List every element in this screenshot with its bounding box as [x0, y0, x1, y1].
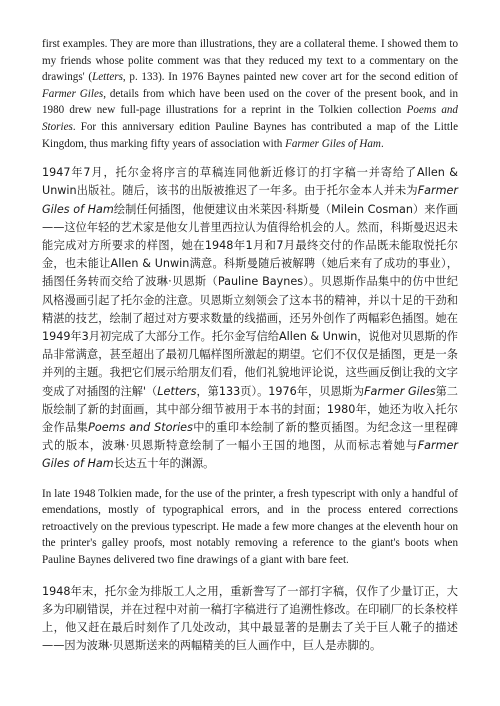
italic-title-text: Poems and Stories: [42, 104, 458, 133]
body-text: ，第133页）。1976年，贝恩斯为: [196, 384, 365, 398]
body-text: , p. 133). In 1976 Baynes painted new cover art for the second edition of: [122, 71, 458, 84]
italic-title-text: Farmer Giles of Ham: [42, 439, 458, 471]
paragraph-english-1: [42, 36, 458, 152]
body-text: 第二版绘制了新的封面画，其中部分细节被用于本书的封面；1980年，她还为收入托尔金作品集: [42, 384, 458, 434]
body-text: , details from which have been used on the cover of the present book, and in 1980 drew new full-page illustrations for a reprint in the Tolkien collection: [42, 87, 458, 117]
body-text: 中的重印本绘制了新的整页插图。为纪念这一里程碑式的版本，波琳·贝恩斯特意绘制了一幅小王国的地图，从而标志着她与: [42, 421, 458, 453]
body-text: 绘制任何插图，他便建议由米莱因·科斯曼（Milein Cosman）来作画——这位年轻的艺术家是他女儿普里西拉认为值得给机会的人。然而，科斯曼迟迟未能完成对方所要求的样图，她在1948年1月和7月最终交付的作品既未能取悦托尔金，也未能让Allen & Unwin满意。科斯曼随后被解聘（她后来有了成功的事业），插图任务转而交给了波琳·贝恩斯（Pauline Baynes）。贝恩斯作品集中的仿中世纪风格漫画引起了托尔金的注意。贝恩斯立刻领会了这本书的精神，并以十足的干劲和精湛的技艺，绘制了超过对方要求数量的线描画，还另外创作了两幅彩色插图。她在1949年3月初完成了大部分工作。托尔金写信给Allen & Unwin，说他对贝恩斯的作品非常满意，甚至超出了最初几幅样图所激起的期望。它们不仅仅是插图，更是一条并列的主题。我把它们展示给朋友们看，他们礼貌地评论说，这些画反倒让我的文字变成了对插图的注解'（: [42, 202, 458, 398]
body-text: 1948年末，托尔金为排版工人之用，重新誊写了一部打字稿，仅作了少量订正，大多为印刷错误，并在过程中对前一稿打字稿进行了追溯性修改。在印刷厂的长条校样上，他又赶在最后时刻作了几处改动，其中最显著的是删去了关于巨人靴子的描述——因为波琳·贝恩斯送来的两幅精美的巨人画作中，巨人是赤脚的。: [42, 584, 458, 653]
italic-title-text: Poems and Stories: [88, 421, 193, 434]
body-text: . For this anniversary edition Pauline Baynes has contributed a map of the Little Kingdom, thus marking fifty years of association with: [42, 120, 458, 150]
body-text: In late 1948 Tolkien made, for the use of the printer, a fresh typescript with only a handful of emendations, mostly of typographical errors, and in the process entered corrections retroactively on the previous typescript. He made a few more changes at the eleventh hour on the printer's galley proofs, most notably removing a reference to the giant's boots when Pauline Baynes delivered two fine drawings of a giant with bare feet.: [42, 487, 458, 566]
body-text: .: [380, 137, 384, 150]
italic-title-text: Letters: [92, 71, 123, 84]
paragraph-chinese-2: [42, 583, 458, 656]
italic-title-text: Farmer Giles: [364, 384, 436, 398]
italic-title-text: Farmer Giles: [42, 87, 104, 100]
body-text: 长达五十年的渊源。: [113, 457, 215, 471]
italic-title-text: Farmer Giles of Ham: [285, 137, 381, 150]
paragraph-chinese-1: [42, 164, 458, 473]
paragraph-english-2: [42, 486, 458, 569]
italic-title-text: Letters: [157, 384, 197, 398]
italic-title-text: Farmer Giles of Ham: [42, 184, 458, 216]
body-text: 1947年7月，托尔金将序言的草稿连同他新近修订的打字稿一并寄给了Allen & Unwin出版社。随后，该书的出版被推迟了一年多。由于托尔金本人并未为: [42, 166, 458, 198]
body-text: first examples. They are more than illustrations, they are a collateral theme. I showed them to my friends whose polite comment was that they reduced my text to a commentary on the drawings' (: [42, 38, 458, 84]
